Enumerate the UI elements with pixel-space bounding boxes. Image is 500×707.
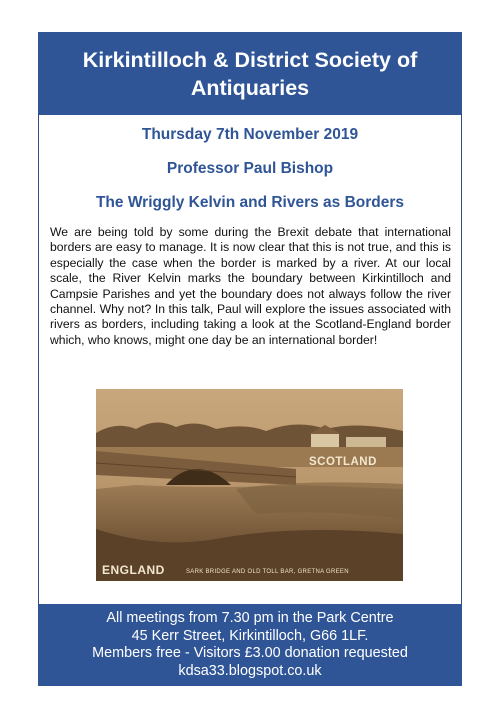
photo-label-england: ENGLAND <box>102 563 165 577</box>
footer-line-address: 45 Kerr Street, Kirkintilloch, G66 1LF. <box>131 627 369 644</box>
photo-caption: SARK BRIDGE AND OLD TOLL BAR, GRETNA GREEN <box>186 569 349 575</box>
footer-line-venue: All meetings from 7.30 pm in the Park Centre <box>106 610 394 626</box>
footer-line-website: kdsa33.blogspot.co.uk <box>178 662 322 679</box>
talk-description: We are being told by some during the Brexit debate that international borders are easy to manage. It is now clear that this is not true, and this is especially the case when the border is marked by a river. At our local scale, the River Kelvin marks the boundary between Kirkintilloch and Campsie Parishes and yet the boundary does not always follow the river channel. Why not? In this talk, Paul will explore the issues associated with rivers as borders, including taking a look at the Scotland-England border which, who knows, might one day be an international border! <box>50 225 451 347</box>
talk-title: The Wriggly Kelvin and Rivers as Borders <box>95 194 405 211</box>
society-title-banner <box>38 32 462 115</box>
event-date: Thursday 7th November 2019 <box>141 126 359 143</box>
footer-line-pricing: Members free - Visitors £3.00 donation requested <box>92 645 408 661</box>
society-title: Kirkintilloch & District Society of Antiquaries <box>82 47 418 100</box>
speaker-name: Professor Paul Bishop <box>166 160 334 177</box>
bridge-photo-illustration <box>96 389 403 581</box>
photo-label-scotland: SCOTLAND <box>309 456 377 468</box>
meeting-info-footer <box>38 604 462 686</box>
bridge-photo <box>96 389 403 581</box>
